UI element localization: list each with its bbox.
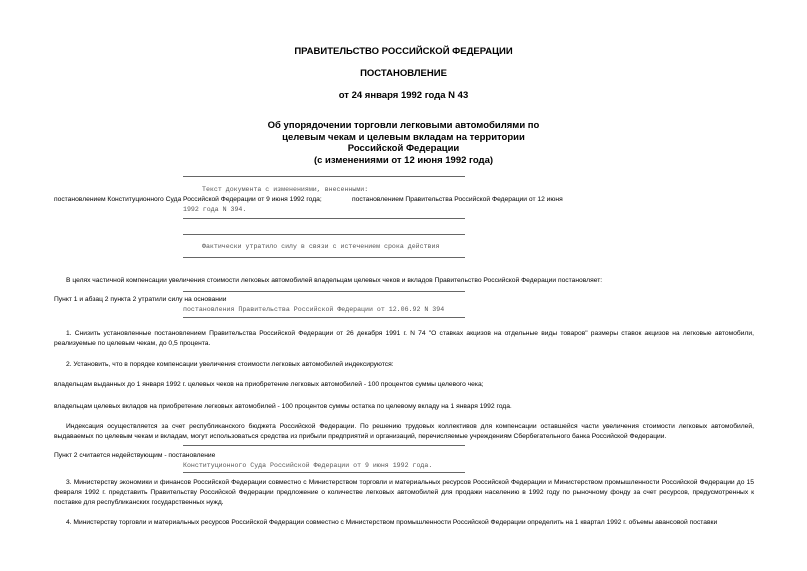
changes-line: постановлением Конституционного Суда Российской Федерации от 9 июня 1992 года; [54, 196, 322, 203]
divider [183, 176, 465, 177]
amendment-reference: постановления Правительства Российской Федерации от 12.06.92 N 394 [183, 306, 445, 313]
intro-paragraph: В целях частичной компенсации увеличения стоимости легковых автомобилей владельцам целевых чеков и вкладов Правительство Российской Федерации постановляет: [66, 277, 603, 284]
paragraph-2: 2. Установить, что в порядке компенсации увеличения стоимости легковых автомобилей индексируются: [66, 361, 394, 368]
paragraph-2c: Индексация осуществляется за счет республиканского бюджета Российской Федерации. По решению трудовых коллективов для компенсации оставшейся части увеличения стоимости легковых автомобилей, выдаваемых по целевым чекам и вкладам, могут использоваться средства из прибыли предприятий и организаций, перечисляемые учреждениям Сбербегательного банка Российской Федерации. [54, 423, 754, 440]
document-title-line: Российской Федерации [347, 143, 460, 154]
lost-force-note: Фактически утратило силу в связи с истечением срока действия [202, 243, 440, 250]
paragraph-3: 3. Министерству экономики и финансов Российской Федерации совместно с Министерством торговли и материальных ресурсов Российской Федерации и Министерством промышленности Российской Федерации до 15 февраля 1992 г. представить Правительству Российской Федерации предложение о количестве легковых автомобилей для продажи населению в 1992 году по рыночному фонду за счет ресурсов, предусмотренных к поставке для республиканских государственных нужд. [54, 479, 754, 506]
divider [183, 472, 465, 473]
paragraph-4: 4. Министерству торговли и материальных ресурсов Российской Федерации совместно с Министерством промышленности Российской Федерации определить на 1 квартал 1992 г. объемы авансовой поставки [66, 519, 718, 526]
government-heading: ПРАВИТЕЛЬСТВО РОССИЙСКОЙ ФЕДЕРАЦИИ [294, 46, 513, 57]
changes-line: 1992 года N 394. [183, 206, 247, 213]
paragraph-2b: владельцам целевых вкладов на приобретение легковых автомобилей - 100 процентов суммы остатка по целевому вкладу на 1 января 1992 года. [54, 403, 512, 410]
divider [183, 317, 465, 318]
amendment-note: Пункт 2 считается недействующим - постановление [54, 452, 216, 459]
document-title-line: целевым чекам и целевым вкладам на территории [282, 132, 525, 143]
divider [183, 291, 465, 292]
paragraph-1: 1. Снизить установленные постановлением Правительства Российской Федерации от 26 декабря 1991 г. N 74 "О ставках акцизов на отдельные виды товаров" размеры ставок акцизов на легковые автомобили, реализуемые по целевым чекам, до 0,5 процента. [54, 330, 754, 347]
document-title-line: Об упорядочении торговли легковыми автомобилями по [267, 120, 540, 131]
document-title-line: (с изменениями от 12 июня 1992 года) [313, 155, 494, 166]
amendment-reference: Конституционного Суда Российской Федерации от 9 июня 1992 года. [183, 462, 433, 469]
divider [183, 257, 465, 258]
document-date: от 24 января 1992 года N 43 [338, 90, 469, 101]
amendment-note: Пункт 1 и абзац 2 пункта 2 утратили силу на основании [54, 296, 227, 303]
divider [183, 218, 465, 219]
changes-line: постановлением Правительства Российской Федерации от 12 июня [352, 196, 563, 203]
divider [183, 234, 465, 235]
changes-label: Текст документа с изменениями, внесенными: [202, 186, 369, 193]
divider [183, 445, 465, 446]
paragraph-2a: владельцам выданных до 1 января 1992 г. целевых чеков на приобретение легковых автомобилей - 100 процентов суммы целевого чека; [54, 381, 484, 388]
document-kind: ПОСТАНОВЛЕНИЕ [360, 68, 447, 79]
